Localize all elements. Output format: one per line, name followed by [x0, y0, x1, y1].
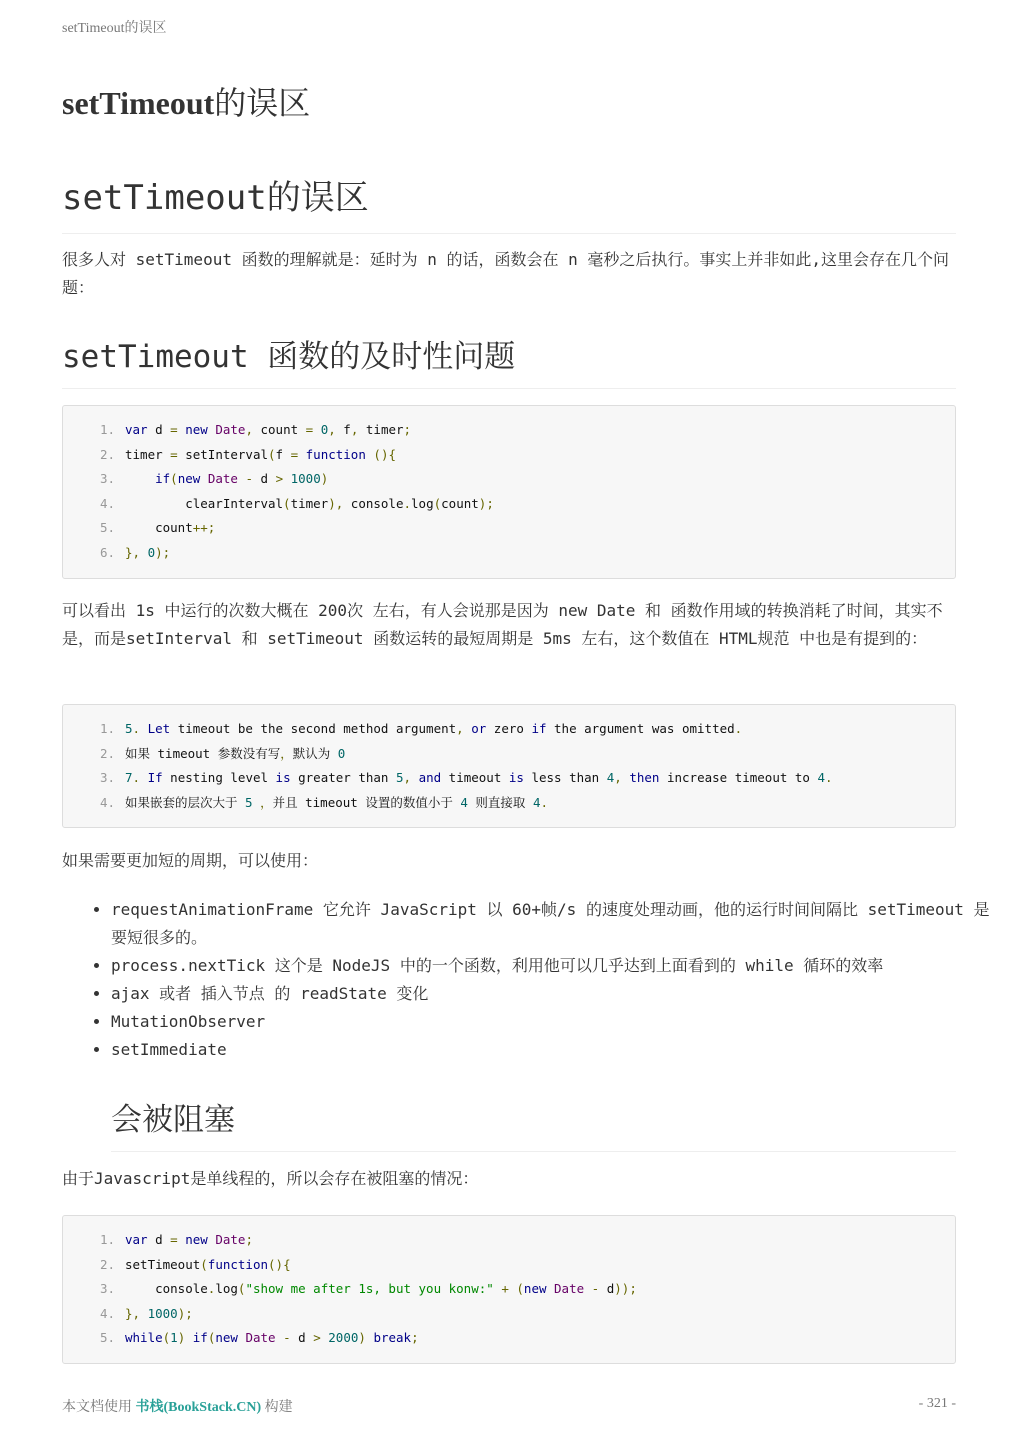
line-number: 2.	[99, 745, 115, 761]
line-number: 1.	[99, 1232, 115, 1247]
code-line	[63, 791, 955, 816]
code-line	[63, 742, 955, 767]
code-text: if(new Date - d > 1000)	[155, 471, 329, 487]
line-number: 2.	[99, 1256, 115, 1272]
code-line	[63, 1277, 955, 1302]
line-number: 3.	[99, 471, 115, 487]
list-item: • MutationObserver	[111, 1008, 1005, 1036]
line-number: 3.	[99, 770, 115, 786]
alternatives-list	[62, 896, 1005, 1064]
code-text: clearInterval(timer), console.log(count);	[125, 495, 494, 511]
code-text: 如果 timeout 参数没有写，默认为 0	[125, 745, 346, 761]
running-header: setTimeout的误区	[62, 21, 167, 36]
code-text: 5. Let timeout be the second method argument, or zero if the argument was omitted.	[125, 721, 743, 736]
section-heading-timeliness: setTimeout 函数的及时性问题	[62, 331, 956, 389]
code-block-html-spec	[62, 704, 956, 828]
code-text: var d = new Date;	[125, 1232, 253, 1247]
code-text: count++;	[125, 520, 216, 536]
code-text: }, 0);	[125, 544, 171, 560]
code-line	[63, 443, 955, 468]
code-text: }, 1000);	[125, 1305, 193, 1321]
list-item: • setImmediate	[111, 1036, 1005, 1064]
list-item: • ajax 或者 插入节点 的 readState 变化	[111, 980, 1005, 1008]
code-text: console.log("show me after 1s, but you konw:" + (new Date - d));	[125, 1281, 637, 1297]
line-number: 1.	[99, 721, 115, 736]
page-number: - 321 -	[918, 1396, 956, 1411]
section-heading-main: setTimeout的误区	[62, 170, 956, 234]
code-line	[63, 1326, 955, 1351]
section-heading-blocking: 会被阻塞	[111, 1094, 956, 1152]
code-line	[63, 1253, 955, 1278]
code-text: var d = new Date, count = 0, f, timer;	[125, 422, 412, 437]
footer-suffix: 构建	[261, 1400, 293, 1415]
line-number: 2.	[99, 446, 115, 462]
line-number: 4.	[99, 794, 115, 810]
list-item: • process.nextTick 这个是 NodeJS 中的一个函数，利用他可以几乎达到上面看到的 while 循环的效率	[111, 952, 1005, 980]
line-number: 5.	[99, 520, 115, 536]
line-number: 6.	[99, 544, 115, 560]
document-title-cjk: 的误区	[214, 85, 311, 121]
shorter-period-paragraph: 如果需要更加短的周期，可以使用：	[62, 851, 319, 870]
code-text: while(1) if(new Date - d > 2000) break;	[125, 1330, 419, 1346]
code-line	[63, 467, 955, 492]
footer-credit	[62, 1396, 293, 1416]
line-number: 1.	[99, 422, 115, 437]
code-text: 7. If nesting level is greater than 5, and timeout is less than 4, then increase timeout to 4.	[125, 770, 833, 786]
line-number: 4.	[99, 495, 115, 511]
line-number: 5.	[99, 1330, 115, 1346]
code-text: setTimeout(function(){	[125, 1256, 291, 1272]
line-number: 3.	[99, 1281, 115, 1297]
blocking-paragraph: 由于Javascript是单线程的，所以会存在被阻塞的情况：	[62, 1169, 479, 1188]
code-text: 如果嵌套的层次大于 5 ，并且 timeout 设置的数值小于 4 则直接取 4.	[125, 794, 549, 810]
document-title-latin: setTimeout	[62, 85, 215, 121]
code-line	[63, 516, 955, 541]
code-line	[63, 1228, 955, 1253]
code-line	[63, 418, 955, 443]
explanation-paragraph: 可以看出 1s 中运行的次数大概在 200次 左右，有人会说那是因为 new Date 和 函数作用域的转换消耗了时间，其实不是，而是setInterval 和 setTimeout 函数运转的最短周期是 5ms 左右，这个数值在 HTML规范 中也是有提到的：	[62, 601, 943, 648]
code-block-blocking	[62, 1215, 956, 1364]
code-block-setinterval	[62, 405, 956, 579]
code-line	[63, 1302, 955, 1327]
list-item: • requestAnimationFrame 它允许 JavaScript 以 60+帧/s 的速度处理动画，他的运行时间间隔比 setTimeout 是要短很多的。	[111, 896, 1005, 952]
intro-paragraph: 很多人对 setTimeout 函数的理解就是：延时为 n 的话，函数会在 n 毫秒之后执行。事实上并非如此,这里会存在几个问题：	[62, 250, 950, 297]
footer-brand-link[interactable]: 书栈(BookStack.CN)	[135, 1400, 262, 1415]
code-line	[63, 541, 955, 566]
document-title	[62, 78, 310, 124]
code-line	[63, 492, 955, 517]
code-text: timer = setInterval(f = function (){	[125, 446, 396, 462]
footer-prefix: 本文档使用	[62, 1400, 136, 1415]
code-line	[63, 766, 955, 791]
line-number: 4.	[99, 1305, 115, 1321]
code-line	[63, 717, 955, 742]
